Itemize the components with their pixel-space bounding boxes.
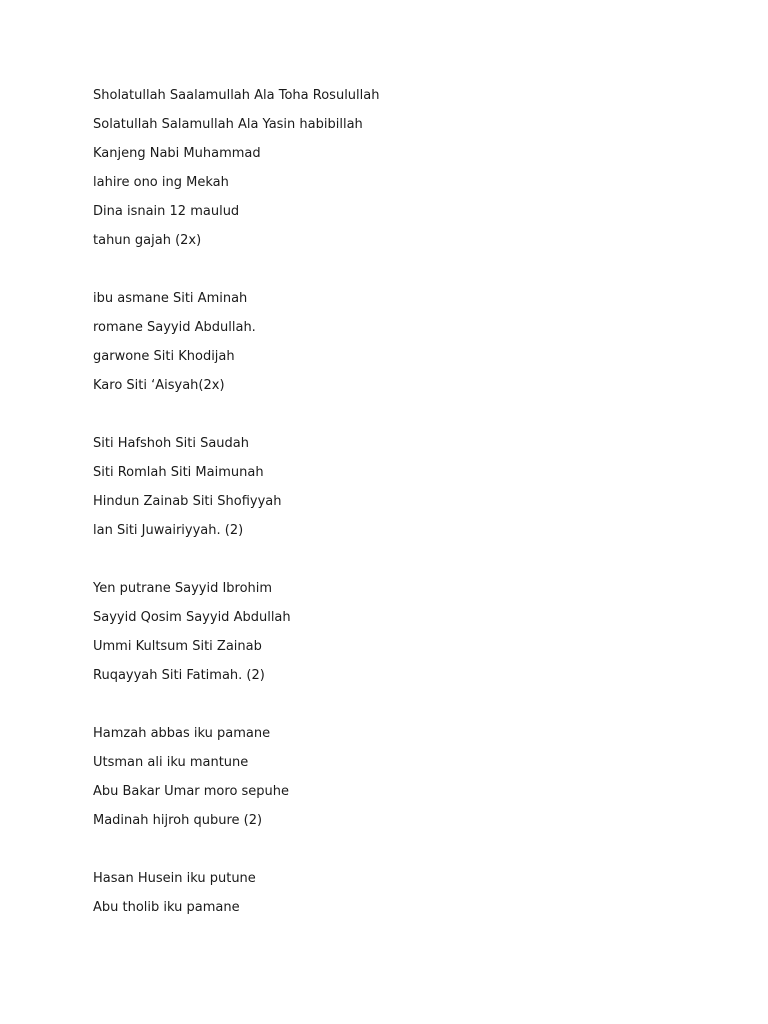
lyric-line: garwone Siti Khodijah: [93, 349, 235, 364]
lyric-line: lahire ono ing Mekah: [93, 175, 229, 190]
lyric-line: Abu tholib iku pamane: [93, 900, 240, 915]
lyric-line: Dina isnain 12 maulud: [93, 204, 240, 219]
lyric-line: Karo Siti ‘Aisyah(2x): [93, 378, 225, 393]
lyric-line: Sholatullah Saalamullah Ala Toha Rosulullah: [93, 88, 380, 103]
stanza-6: [93, 869, 693, 927]
lyric-line: Kanjeng Nabi Muhammad: [93, 146, 261, 161]
lyric-line: Ummi Kultsum Siti Zainab: [93, 639, 262, 654]
lyric-line: Solatullah Salamullah Ala Yasin habibillah: [93, 117, 363, 132]
lyric-line: Hamzah abbas iku pamane: [93, 726, 271, 741]
lyric-line: Utsman ali iku mantune: [93, 755, 249, 770]
lyric-line: Madinah hijroh qubure (2): [93, 813, 263, 828]
lyric-line: tahun gajah (2x): [93, 233, 202, 248]
lyric-line: Abu Bakar Umar moro sepuhe: [93, 784, 290, 799]
lyric-line: Hindun Zainab Siti Shofiyyah: [93, 494, 282, 509]
lyric-line: Siti Romlah Siti Maimunah: [93, 465, 264, 480]
lyrics-body: [93, 86, 693, 956]
lyric-line: Sayyid Qosim Sayyid Abdullah: [93, 610, 291, 625]
lyric-line: Hasan Husein iku putune: [93, 871, 256, 886]
stanza-2: [93, 289, 693, 405]
lyric-line: ibu asmane Siti Aminah: [93, 291, 248, 306]
stanza-5: [93, 724, 693, 840]
lyric-line: Ruqayyah Siti Fatimah. (2): [93, 668, 265, 683]
lyric-line: romane Sayyid Abdullah.: [93, 320, 256, 335]
lyric-line: Siti Hafshoh Siti Saudah: [93, 436, 249, 451]
lyric-line: lan Siti Juwairiyyah. (2): [93, 523, 244, 538]
lyric-line: Yen putrane Sayyid Ibrohim: [93, 581, 273, 596]
stanza-3: [93, 434, 693, 550]
stanza-4: [93, 579, 693, 695]
stanza-1: [93, 86, 693, 260]
